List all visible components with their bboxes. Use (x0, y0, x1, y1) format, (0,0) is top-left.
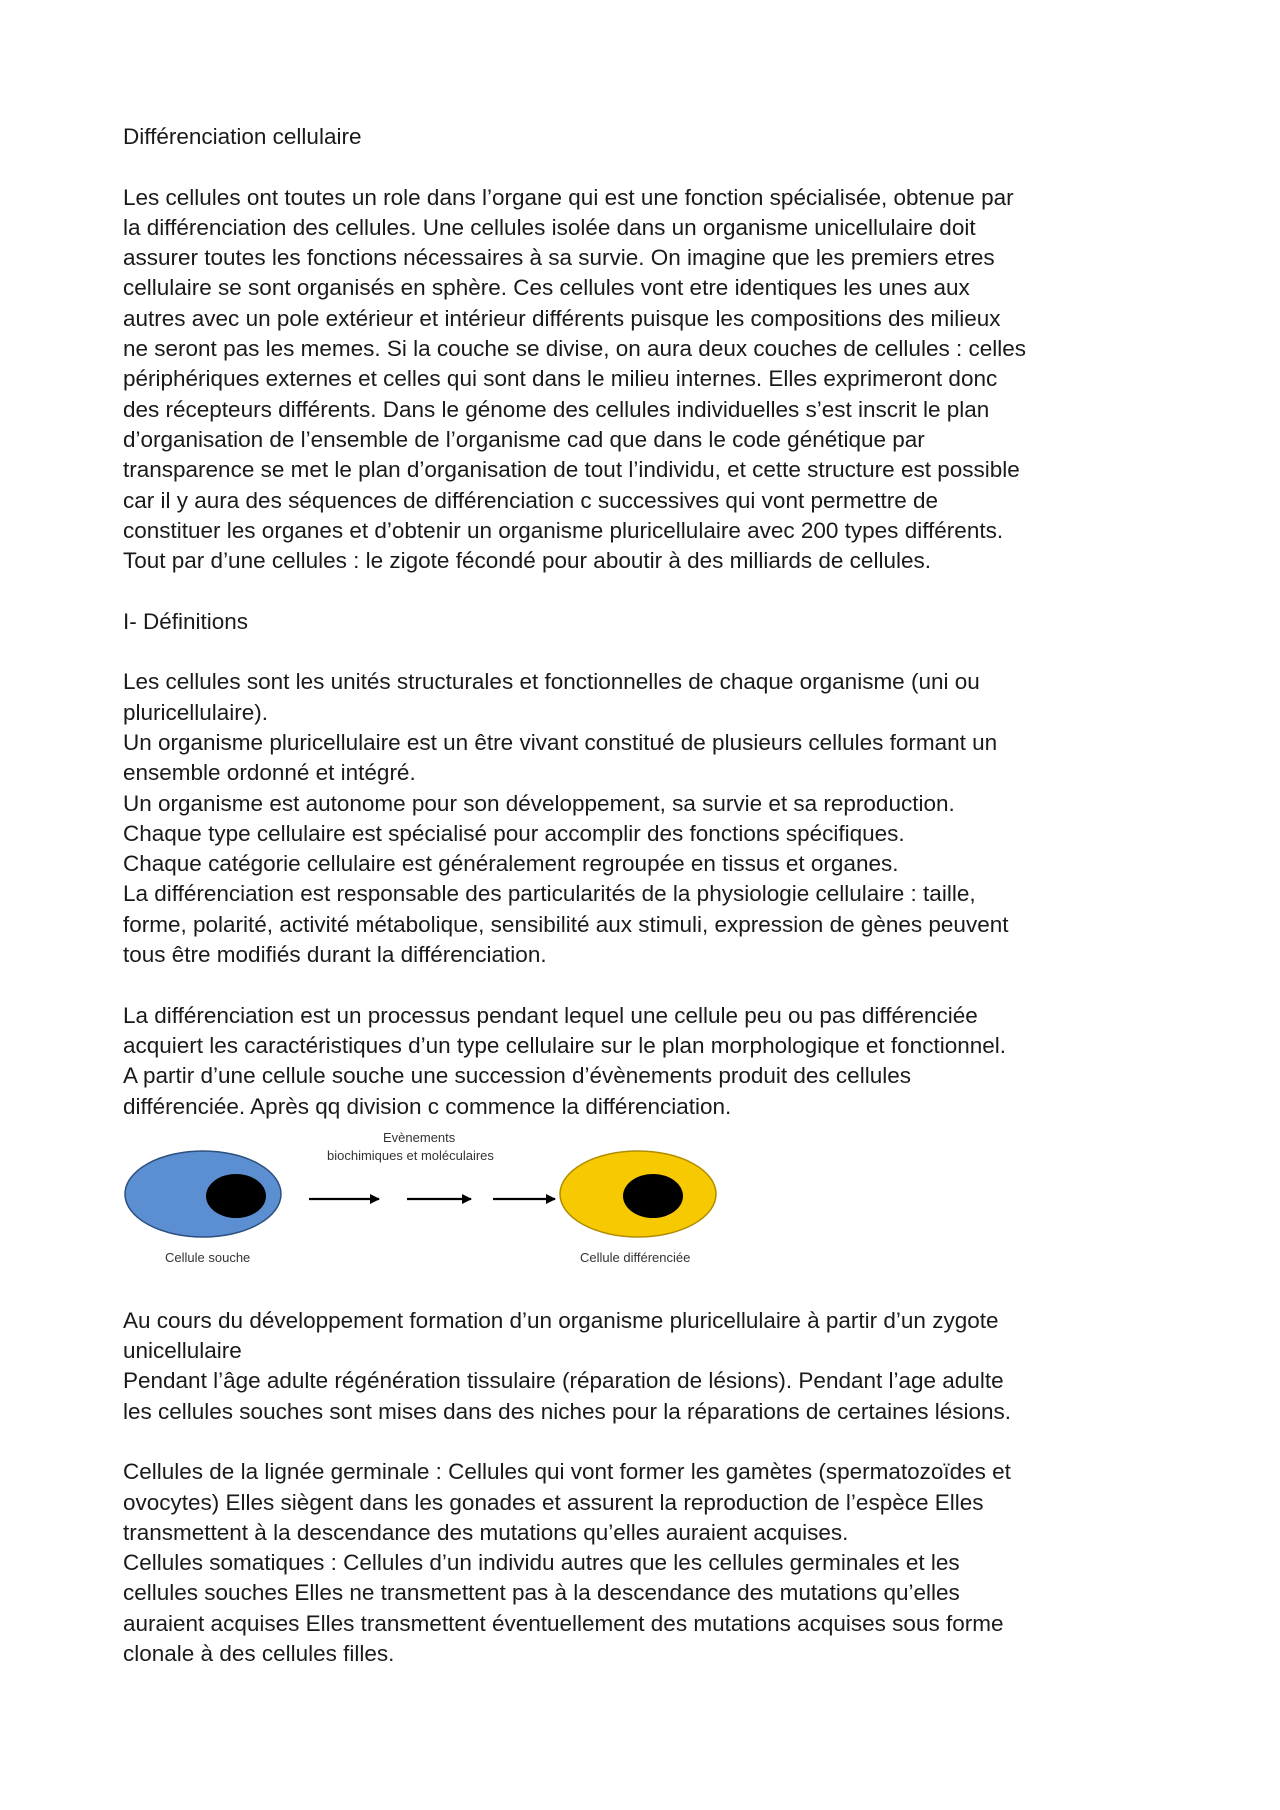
text-line: transmettent à la descendance des mutations qu’elles auraient acquises. (123, 1519, 849, 1545)
text-line: Au cours du développement formation d’un organisme pluricellulaire à partir d’un zygote (123, 1307, 999, 1333)
text-line: acquiert les caractéristiques d’un type cellulaire sur le plan morphologique et fonctionnel. (123, 1032, 1007, 1058)
text-line: différenciée. Après qq division c commence la différenciation. (123, 1093, 732, 1119)
text-line: Tout par d’une cellules : le zigote fécondé pour aboutir à des milliards de cellules. (123, 548, 931, 574)
text-line: périphériques externes et celles qui sont dans le milieu internes. Elles exprimeront donc (123, 366, 998, 392)
intro-paragraph (123, 183, 1183, 577)
text-line: tous être modifiés durant la différenciation. (123, 942, 547, 968)
text-line: La différenciation est un processus pendant lequel une cellule peu ou pas différenciée (123, 1002, 978, 1028)
text-line: forme, polarité, activité métabolique, sensibilité aux stimuli, expression de gènes peuvent (123, 911, 1009, 937)
differentiation-diagram (123, 1130, 723, 1288)
text-line: Un organisme est autonome pour son développement, sa survie et sa reproduction. (123, 790, 955, 816)
text-line: Pendant l’âge adulte régénération tissulaire (réparation de lésions). Pendant l’age adulte (123, 1368, 1004, 1394)
development-paragraph (123, 1306, 1183, 1427)
text-line: assurer toutes les fonctions nécessaires à sa survie. On imagine que les premiers etres (123, 245, 995, 271)
section-heading: I- Définitions (123, 608, 249, 634)
text-line: les cellules souches sont mises dans des niches pour la réparations de certaines lésions. (123, 1398, 1011, 1424)
text-line: ensemble ordonné et intégré. (123, 760, 416, 786)
text-line: la différenciation des cellules. Une cellules isolée dans un organisme unicellulaire doit (123, 214, 976, 240)
text-line: Cellules de la lignée germinale : Cellules qui vont former les gamètes (spermatozoïdes et (123, 1459, 1011, 1485)
cell-types-paragraph (123, 1457, 1183, 1669)
text-line: Cellules somatiques : Cellules d’un individu autres que les cellules germinales et les (123, 1550, 960, 1576)
text-line: cellules souches Elles ne transmettent pas à la descendance des mutations qu’elles (123, 1580, 960, 1606)
definitions-paragraph (123, 667, 1183, 970)
document-title: Différenciation cellulaire (123, 124, 362, 149)
text-line: Les cellules sont les unités structurales et fonctionnelles de chaque organisme (uni ou (123, 669, 980, 695)
text-line: auraient acquises Elles transmettent éventuellement des mutations acquises sous forme (123, 1610, 1004, 1636)
text-line: Les cellules ont toutes un role dans l’organe qui est une fonction spécialisée, obtenue par (123, 184, 1014, 210)
text-line: car il y aura des séquences de différenciation c successives qui vont permettre de (123, 487, 939, 513)
text-line: d’organisation de l’ensemble de l’organisme cad que dans le code génétique par (123, 426, 925, 452)
spacer (123, 1427, 1183, 1457)
process-paragraph (123, 1001, 1183, 1122)
text-line: transparence se met le plan d’organisation de tout l’individu, et cette structure est possible (123, 457, 1020, 483)
spacer (123, 152, 1183, 182)
stem-cell-nucleus (206, 1174, 266, 1218)
text-line: des récepteurs différents. Dans le génome des cellules individuelles s’est inscrit le plan (123, 396, 990, 422)
document-page (123, 122, 1183, 1669)
spacer (123, 637, 1183, 667)
text-line: La différenciation est responsable des particularités de la physiologie cellulaire : taille, (123, 881, 976, 907)
text-line: ne seront pas les memes. Si la couche se divise, on aura deux couches de cellules : celles (123, 336, 1026, 362)
text-line: Un organisme pluricellulaire est un être vivant constitué de plusieurs cellules formant un (123, 729, 998, 755)
spacer (123, 576, 1183, 606)
text-line: cellulaire se sont organisés en sphère. Ces cellules vont etre identiques les unes aux (123, 275, 970, 301)
text-line: unicellulaire (123, 1338, 242, 1364)
events-label-line1: Evènements (383, 1129, 456, 1145)
text-line: clonale à des cellules filles. (123, 1641, 395, 1667)
text-line: autres avec un pole extérieur et intérieur différents puisque les compositions des milieux (123, 305, 1001, 331)
text-line: pluricellulaire). (123, 699, 269, 725)
differentiated-cell-nucleus (623, 1174, 683, 1218)
text-line: Chaque type cellulaire est spécialisé pour accomplir des fonctions spécifiques. (123, 820, 905, 846)
text-line: constituer les organes et d’obtenir un organisme pluricellulaire avec 200 types différents. (123, 517, 1004, 543)
differentiated-cell-label: Cellule différenciée (580, 1249, 691, 1265)
text-line: A partir d’une cellule souche une succession d’évènements produit des cellules (123, 1063, 911, 1089)
text-line: Chaque catégorie cellulaire est généralement regroupée en tissus et organes. (123, 851, 899, 877)
events-label-line2: biochimiques et moléculaires (327, 1147, 494, 1163)
stem-cell-label: Cellule souche (165, 1249, 251, 1265)
text-line: ovocytes) Elles siègent dans les gonades et assurent la reproduction de l’espèce Elles (123, 1489, 984, 1515)
spacer (123, 970, 1183, 1000)
